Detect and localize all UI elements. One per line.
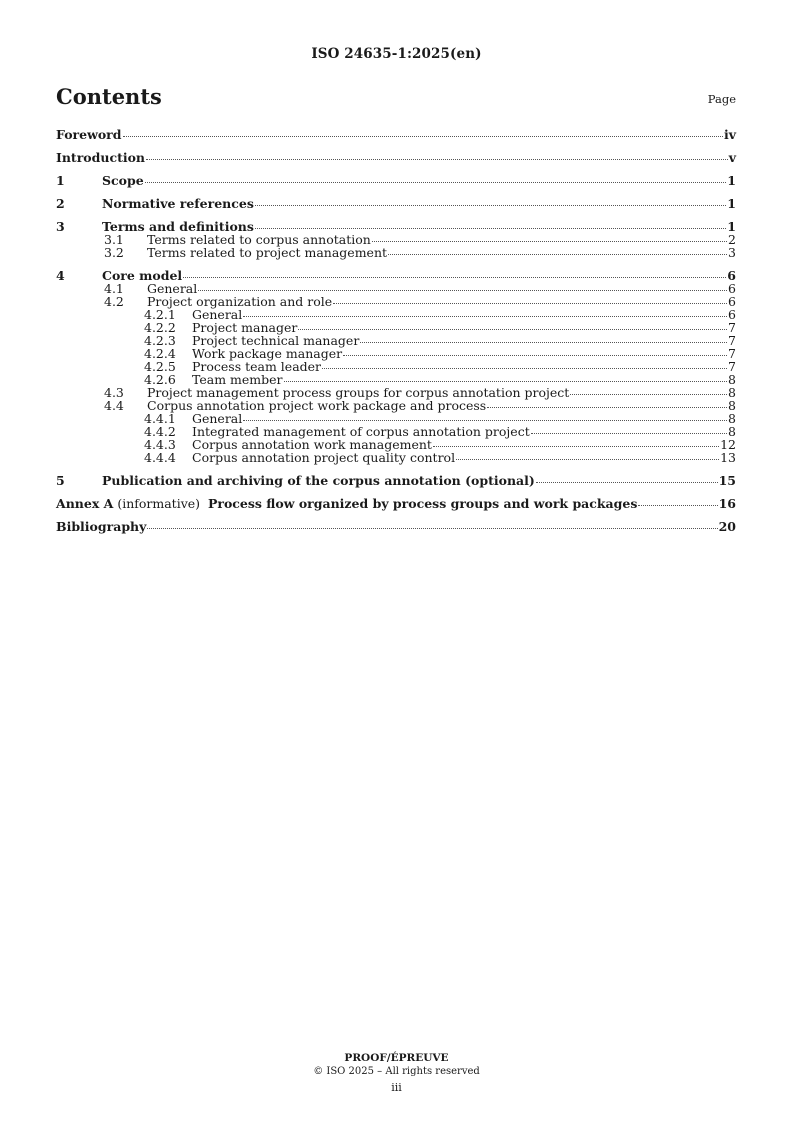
toc-entry-page: 1 xyxy=(727,219,736,234)
dot-leader xyxy=(570,394,727,395)
toc-entry-page: 20 xyxy=(718,519,736,534)
toc-entry-title: Project organization and role xyxy=(147,294,333,309)
contents-heading: Contents xyxy=(56,84,162,109)
toc-entry-title: Normative references xyxy=(102,196,254,211)
dot-leader xyxy=(255,205,726,206)
toc-entry-title: Core model xyxy=(102,268,183,283)
toc-entry-title: Team member xyxy=(192,372,283,387)
toc-entry-title: Corpus annotation project work package and process xyxy=(147,398,487,413)
toc-entry-number: 3.1 xyxy=(104,232,124,247)
toc-entry-number: 4.2.5 xyxy=(144,359,176,374)
toc-entry-number: 4.2 xyxy=(104,294,124,309)
toc-entry-page: 13 xyxy=(720,450,736,465)
toc-entry-number: 4 xyxy=(56,268,65,283)
copyright-notice: © ISO 2025 – All rights reserved xyxy=(313,1066,480,1077)
toc-entry-number: 3 xyxy=(56,219,65,234)
toc-entry-page: 6 xyxy=(728,281,736,296)
toc-entry-title: Process team leader xyxy=(192,359,322,374)
toc-entry-title: Work package manager xyxy=(192,346,343,361)
proof-label: PROOF/ÉPREUVE xyxy=(344,1052,449,1064)
toc-entry-page: 7 xyxy=(728,346,736,361)
toc-entry-title: Publication and archiving of the corpus annotation (optional) xyxy=(102,473,535,488)
toc-entry-page: 3 xyxy=(728,245,736,260)
dot-leader xyxy=(536,482,718,483)
toc-entry-title: Bibliography xyxy=(56,519,147,534)
toc-entry-page: 8 xyxy=(728,372,736,387)
toc-entry-page: 7 xyxy=(728,359,736,374)
toc-entry-number: 4.2.3 xyxy=(144,333,176,348)
dot-leader xyxy=(183,277,726,278)
dot-leader xyxy=(147,528,717,529)
toc-entry-number: 2 xyxy=(56,196,65,211)
toc-entry-title: General xyxy=(192,411,243,426)
toc-entry[interactable] xyxy=(56,474,736,487)
toc-entry-number: 4.2.4 xyxy=(144,346,176,361)
dot-leader xyxy=(255,228,726,229)
toc-entry-number: 4.3 xyxy=(104,385,124,400)
toc-entry-title: Corpus annotation project quality control xyxy=(192,450,456,465)
toc-entry-title: Scope xyxy=(102,173,144,188)
toc-entry-title: General xyxy=(192,307,243,322)
toc-entry-number: 4.4.2 xyxy=(144,424,176,439)
toc-entry[interactable] xyxy=(56,246,736,259)
toc-entry-title: Project technical manager xyxy=(192,333,360,348)
toc-entry[interactable] xyxy=(56,520,736,533)
toc-entry-number: 4.2.6 xyxy=(144,372,176,387)
dot-leader xyxy=(456,459,719,460)
annex-label: Annex A xyxy=(56,496,114,511)
toc-entry-title: Terms and definitions xyxy=(102,219,254,234)
toc-entry-title: Terms related to corpus annotation xyxy=(147,232,371,247)
dot-leader xyxy=(333,303,727,304)
toc-entry-page: 8 xyxy=(728,398,736,413)
dot-leader xyxy=(343,355,727,356)
toc-entry-page: 6 xyxy=(728,294,736,309)
toc-entry-page: 12 xyxy=(720,437,736,452)
dot-leader xyxy=(123,136,723,137)
page-number: iii xyxy=(391,1081,402,1094)
toc-entry-page: 15 xyxy=(718,473,736,488)
annex-note: (informative) xyxy=(113,496,208,511)
dot-leader xyxy=(433,446,719,447)
toc-entry[interactable] xyxy=(56,174,736,187)
toc-entry-page: 1 xyxy=(727,196,736,211)
toc-entry-page: 7 xyxy=(728,320,736,335)
toc-entry[interactable] xyxy=(56,197,736,210)
toc-entry-page: 6 xyxy=(727,268,736,283)
toc-entry-number: 1 xyxy=(56,173,65,188)
toc-entry-page: 8 xyxy=(728,424,736,439)
toc-entry-title xyxy=(56,497,637,510)
toc-entry[interactable] xyxy=(56,451,736,464)
dot-leader xyxy=(322,368,727,369)
dot-leader xyxy=(372,241,727,242)
toc-entry-title: General xyxy=(147,281,198,296)
page-footer xyxy=(0,1052,793,1094)
dot-leader xyxy=(360,342,727,343)
annex-title: Process flow organized by process groups and work packages xyxy=(207,496,638,511)
toc-entry-page: 8 xyxy=(728,385,736,400)
toc-entry-page: 8 xyxy=(728,411,736,426)
dot-leader xyxy=(243,316,727,317)
toc-entry[interactable] xyxy=(56,151,736,164)
dot-leader xyxy=(298,329,727,330)
dot-leader xyxy=(146,159,728,160)
document-id-header: ISO 24635-1:2025(en) xyxy=(311,46,482,62)
toc-entry-page: v xyxy=(728,150,736,165)
toc-entry[interactable] xyxy=(56,128,736,141)
dot-leader xyxy=(284,381,728,382)
toc-entry-number: 4.4.1 xyxy=(144,411,176,426)
toc-entry-number: 4.4.4 xyxy=(144,450,176,465)
table-of-contents xyxy=(56,128,736,533)
toc-entry-title: Introduction xyxy=(56,150,146,165)
page-column-label: Page xyxy=(707,92,736,106)
toc-entry-page: 16 xyxy=(718,496,736,511)
dot-leader xyxy=(531,433,727,434)
toc-entry-number: 3.2 xyxy=(104,245,124,260)
toc-entry-number: 4.2.2 xyxy=(144,320,176,335)
toc-entry-page: 2 xyxy=(728,232,736,247)
toc-entry-number: 4.2.1 xyxy=(144,307,176,322)
toc-entry-title: Corpus annotation work management xyxy=(192,437,432,452)
dot-leader xyxy=(388,254,727,255)
toc-entry-page: iv xyxy=(723,127,736,142)
dot-leader xyxy=(243,420,727,421)
dot-leader xyxy=(487,407,727,408)
toc-entry-page: 7 xyxy=(728,333,736,348)
toc-entry-title: Project management process groups for corpus annotation project xyxy=(147,385,570,400)
toc-entry-number: 4.1 xyxy=(104,281,124,296)
dot-leader xyxy=(145,182,727,183)
dot-leader xyxy=(638,505,717,506)
toc-entry[interactable] xyxy=(56,497,736,510)
toc-entry-number: 4.4 xyxy=(104,398,124,413)
toc-entry-page: 6 xyxy=(728,307,736,322)
toc-entry-title: Project manager xyxy=(192,320,298,335)
toc-entry-page: 1 xyxy=(727,173,736,188)
toc-entry-number: 4.4.3 xyxy=(144,437,176,452)
toc-entry-title: Terms related to project management xyxy=(147,245,388,260)
toc-entry-title: Integrated management of corpus annotation project xyxy=(192,424,530,439)
toc-entry-title: Foreword xyxy=(56,127,122,142)
dot-leader xyxy=(198,290,727,291)
toc-entry-number: 5 xyxy=(56,473,65,488)
